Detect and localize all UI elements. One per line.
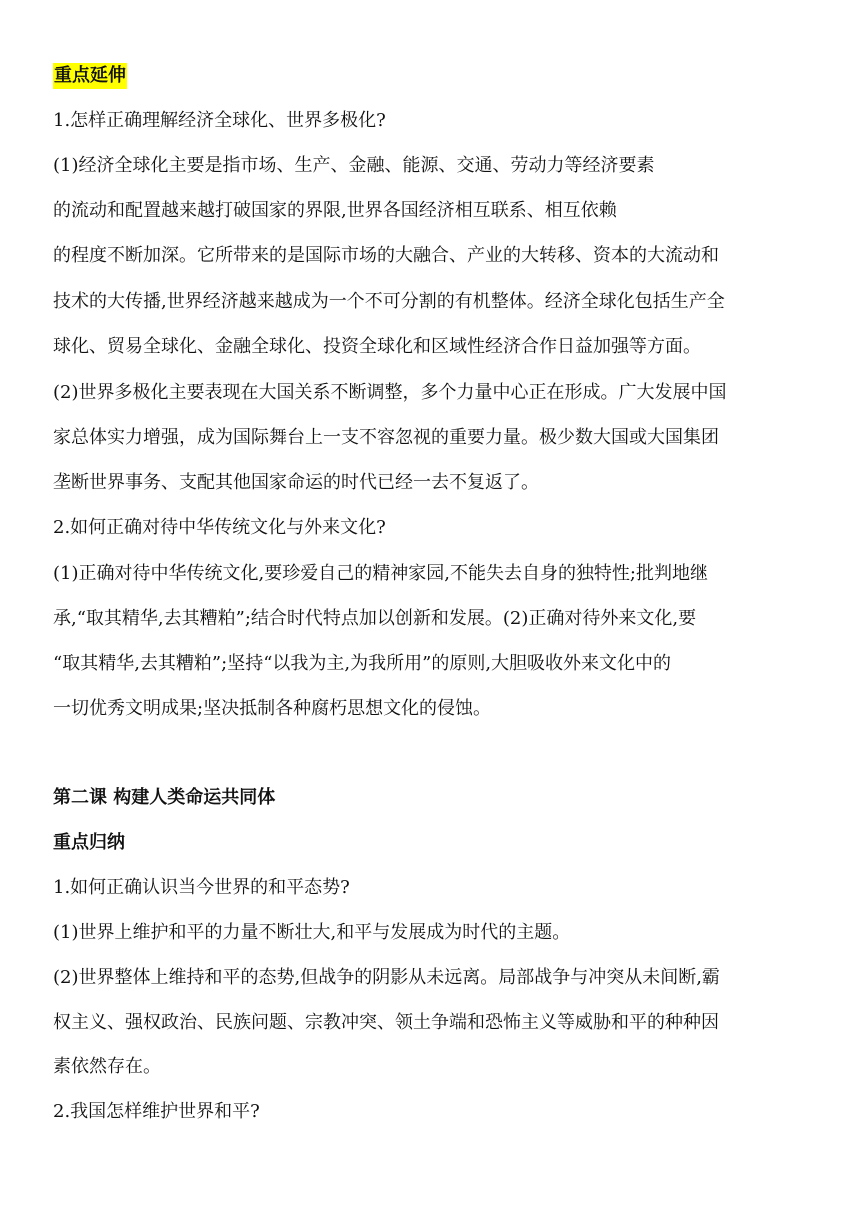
paragraph-line: (2)世界整体上维持和平的态势,但战争的阴影从未远离。局部战争与冲突从未间断,霸	[53, 967, 720, 988]
paragraph-line: (1)经济全球化主要是指市场、生产、金融、能源、交通、劳动力等经济要素	[53, 155, 655, 176]
paragraph-line: 技术的大传播,世界经济越来越成为一个不可分割的有机整体。经济全球化包括生产全	[53, 291, 725, 312]
highlighted-heading-text: 重点延伸	[53, 63, 127, 89]
section-heading-extension	[53, 64, 813, 88]
paragraph-line: 球化、贸易全球化、金融全球化、投资全球化和区域性经济合作日益加强等方面。	[53, 336, 701, 357]
paragraph-line: (2)世界多极化主要表现在大国关系不断调整，多个力量中心正在形成。广大发展中国	[53, 382, 727, 403]
question-2-title: 2.我国怎样维护世界和平?	[53, 1101, 260, 1122]
section-heading-summary: 重点归纳	[53, 832, 125, 853]
paragraph-line: 素依然存在。	[53, 1056, 161, 1077]
lesson-title: 第二课 构建人类命运共同体	[53, 787, 276, 808]
question-1-title: 1.如何正确认识当今世界的和平态势?	[53, 877, 350, 898]
paragraph-line: 垄断世界事务、支配其他国家命运的时代已经一去不复返了。	[53, 472, 539, 493]
paragraph-line: 权主义、强权政治、民族问题、宗教冲突、领土争端和恐怖主义等威胁和平的种种因	[53, 1012, 719, 1033]
paragraph-line: 的流动和配置越来越打破国家的界限,世界各国经济相互联系、相互依赖	[53, 200, 617, 221]
paragraph-line: (1)正确对待中华传统文化,要珍爱自己的精神家园,不能失去自身的独特性;批判地继	[53, 563, 709, 584]
paragraph-line: “取其精华,去其糟粕”;坚持“以我为主,为我所用”的原则,大胆吸收外来文化中的	[53, 653, 672, 674]
paragraph-line: 的程度不断加深。它所带来的是国际市场的大融合、产业的大转移、资本的大流动和	[53, 245, 719, 266]
paragraph-line: 一切优秀文明成果;坚决抵制各种腐朽思想文化的侵蚀。	[53, 698, 492, 719]
paragraph-line: 家总体实力增强，成为国际舞台上一支不容忽视的重要力量。极少数大国或大国集团	[53, 427, 719, 448]
question-1-title: 1.怎样正确理解经济全球化、世界多极化?	[53, 110, 386, 131]
paragraph-line: (1)世界上维护和平的力量不断壮大,和平与发展成为时代的主题。	[53, 922, 571, 943]
paragraph-line: 承,“取其精华,去其糟粕”;结合时代特点加以创新和发展。(2)正确对待外来文化,要	[53, 608, 697, 629]
question-2-title: 2.如何正确对待中华传统文化与外来文化?	[53, 517, 386, 538]
